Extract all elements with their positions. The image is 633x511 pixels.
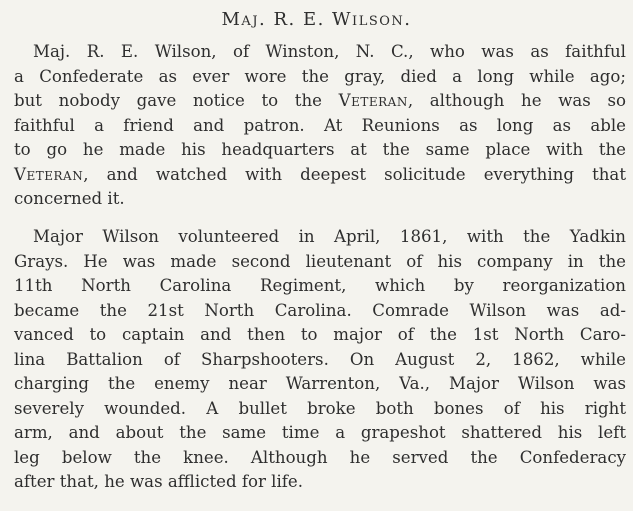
paragraph-1 [14, 40, 626, 212]
text-line: after that, he was afflicted for life. [14, 472, 304, 491]
veteran-mention: Veteran [14, 164, 84, 184]
text-line: severely wounded. A bullet broke both bones of his right [14, 398, 626, 418]
text-line: Grays. He was made second lieutenant of his company in the [14, 251, 626, 271]
text-line: faithful a friend and patron. At Reunions as long as able [14, 115, 626, 135]
text-line: leg below the knee. Although he served the Confederacy [14, 447, 626, 467]
paragraph-2 [14, 225, 626, 495]
veteran-mention: Veteran [338, 91, 408, 110]
text-fragment: , and watched with deepest solicitude everything that [83, 164, 626, 184]
text-line: vanced to captain and then to major of the 1st North Caro- [14, 325, 626, 344]
text-line: Maj. R. E. Wilson, of Winston, N. C., who was as faithful [33, 42, 626, 61]
text-line: a Confederate as ever wore the gray, died a long while ago; [14, 66, 626, 86]
article-title: Maj. R. E. Wilson. [221, 9, 412, 30]
text-line: 11th North Carolina Regiment, which by reorganization [14, 276, 626, 295]
text-line [14, 89, 626, 114]
text-line: became the 21st North Carolina. Comrade Wilson was ad- [14, 300, 626, 320]
text-line [14, 163, 626, 188]
text-line: arm, and about the same time a grapeshot shattered his left [14, 423, 626, 442]
text-line: lina Battalion of Sharpshooters. On August 2, 1862, while [14, 349, 626, 369]
text-line: charging the enemy near Warrenton, Va., Major Wilson was [14, 374, 626, 393]
text-line: to go he made his headquarters at the same place with the [14, 140, 626, 159]
text-line: Major Wilson volunteered in April, 1861, with the Yadkin [33, 227, 626, 246]
text-fragment: but nobody gave notice to the [14, 91, 339, 110]
text-fragment: , although he was so [407, 91, 626, 110]
text-line: concerned it. [14, 189, 125, 208]
